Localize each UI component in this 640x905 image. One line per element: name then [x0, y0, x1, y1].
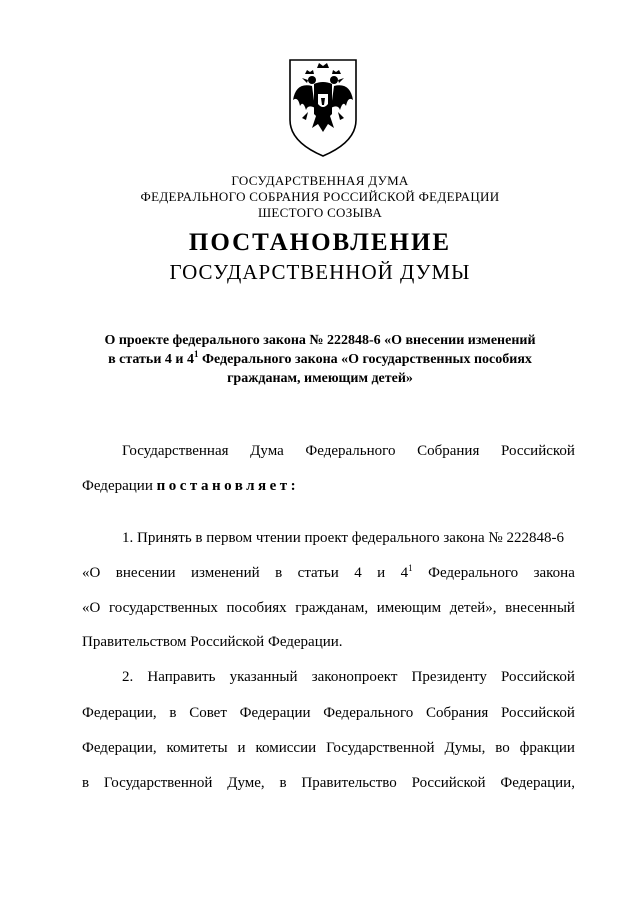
item2-line-3: Федерации, комитеты и комиссии Государственной Думы, во фракции	[82, 740, 575, 756]
document-issuer-title: ГОСУДАРСТВЕННОЙ ДУМЫ	[169, 260, 471, 284]
subject-line-2: в статьи 4 и $4^1$ Федерального закона «О государственных пособиях	[108, 349, 532, 367]
item2-line-2: Федерации, в Совет Федерации Федерального Собрания Российской	[82, 705, 575, 721]
item1-line-3: «О государственных пособиях гражданам, имеющим детей», внесенный	[82, 600, 575, 616]
preamble-line-1: Государственная Дума Федерального Собрания Российской	[122, 443, 575, 459]
subject-line-3: гражданам, имеющим детей»	[227, 371, 413, 386]
header-line-convocation: ШЕСТОГО СОЗЫВА	[257, 205, 383, 220]
subject-line-1: О проекте федерального закона № 222848-6 «О внесении изменений	[104, 333, 536, 348]
header-line-duma: ГОСУДАРСТВЕННАЯ ДУМА	[231, 173, 409, 188]
document-subject	[70, 331, 570, 388]
resolution-verb: постановляет:	[156, 478, 300, 494]
item1-line-1: 1. Принять в первом чтении проект федерального закона № 222848-6	[122, 530, 564, 546]
item1-line-2: «О внесении изменений в статьи 4 и $4^1$ Федерального закона	[82, 563, 575, 581]
document-type-title: ПОСТАНОВЛЕНИЕ	[188, 229, 452, 256]
item1-line-4: Правительством Российской Федерации.	[82, 634, 343, 650]
item2-line-4: в Государственной Думе, в Правительство Российской Федерации,	[82, 775, 575, 791]
coat-of-arms-emblem	[288, 58, 358, 158]
header-line-assembly: ФЕДЕРАЛЬНОГО СОБРАНИЯ РОССИЙСКОЙ ФЕДЕРАЦИИ	[140, 189, 500, 204]
item2-line-1: 2. Направить указанный законопроект Президенту Российской	[122, 669, 575, 685]
preamble-line-2: Федерации постановляет:	[82, 478, 300, 494]
